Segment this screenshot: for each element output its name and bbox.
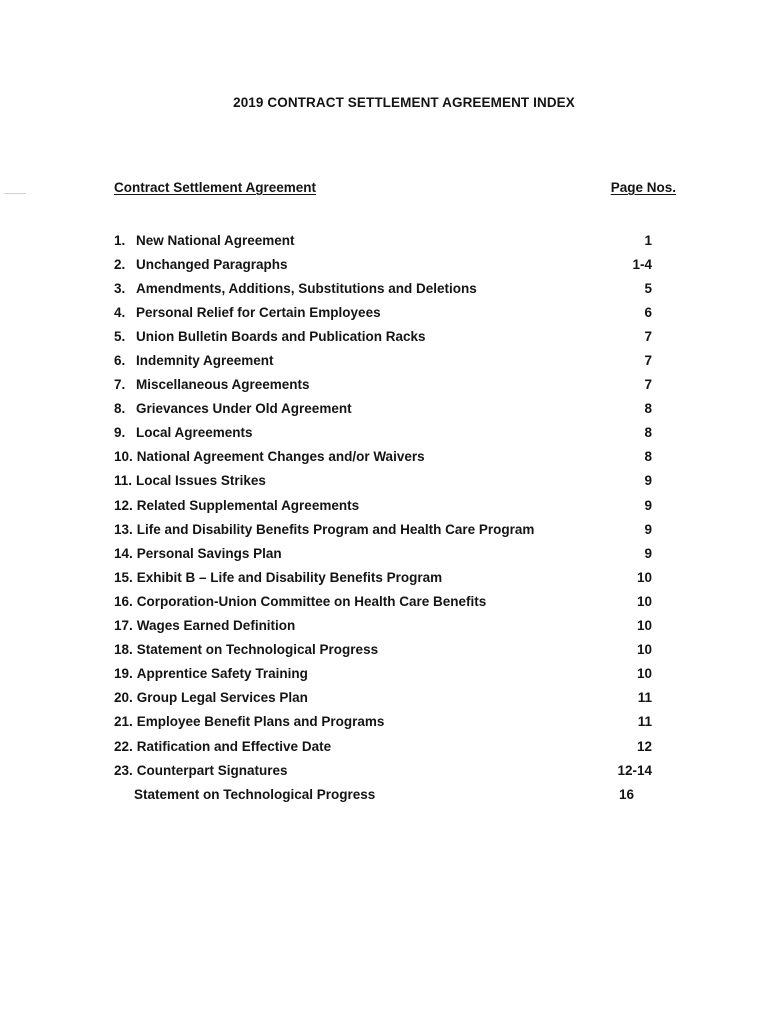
- index-entry-title: Apprentice Safety Training: [136, 666, 308, 682]
- index-entry-title: Statement on Technological Progress: [134, 786, 376, 802]
- index-entry-title: Counterpart Signatures: [136, 762, 288, 778]
- index-entry: [114, 421, 652, 445]
- index-entry-number: 7.: [114, 377, 126, 393]
- index-entry-label-group: [114, 618, 295, 633]
- index-entry-label-group: [114, 594, 486, 609]
- index-entry-number: 20.: [114, 690, 133, 706]
- index-entry-title: Miscellaneous Agreements: [136, 377, 310, 393]
- index-entry-label-group: [114, 305, 381, 320]
- index-entry-page-number: 10: [636, 569, 652, 585]
- index-entry-page-number: 9: [644, 497, 652, 513]
- index-entry-page-number: 1-4: [632, 256, 652, 272]
- index-entry-number: 14.: [114, 545, 133, 561]
- index-entry-page-number: 9: [644, 545, 652, 561]
- index-entry: [114, 493, 652, 517]
- index-entry-number: 17.: [114, 618, 133, 634]
- index-entry-page-number: 7: [644, 353, 652, 369]
- index-list: [114, 228, 652, 806]
- index-entry-number: 19.: [114, 666, 133, 682]
- index-entry-title: Unchanged Paragraphs: [136, 256, 288, 272]
- index-entry-number: 5.: [114, 328, 126, 344]
- index-entry: [114, 397, 652, 421]
- index-entry: [114, 348, 652, 372]
- index-entry-page-number: 10: [636, 642, 652, 658]
- index-entry-number: 9.: [114, 425, 126, 441]
- index-entry-number: 16.: [114, 593, 133, 609]
- index-entry: [114, 686, 652, 710]
- index-entry-title: Personal Savings Plan: [136, 545, 282, 561]
- index-entry-page-number: 16: [618, 786, 634, 802]
- index-entry: [114, 252, 652, 276]
- index-entry-title: Grievances Under Old Agreement: [136, 401, 352, 417]
- index-entry-number: 2.: [114, 256, 126, 272]
- index-entry-title: Life and Disability Benefits Program and Health Care Program: [136, 521, 535, 537]
- index-entry-title: New National Agreement: [136, 232, 295, 248]
- index-entry-label-group: [114, 714, 384, 729]
- index-entry: [114, 276, 652, 300]
- index-entry-page-number: 9: [644, 473, 652, 489]
- index-entry-title: Employee Benefit Plans and Programs: [136, 714, 385, 730]
- index-entry-number: 6.: [114, 353, 126, 369]
- index-entry-label-group: [114, 666, 308, 681]
- index-entry: [114, 541, 652, 565]
- index-entry-label-group: [114, 570, 442, 585]
- column-header-page-numbers: Page Nos.: [610, 180, 676, 195]
- index-entry-page-number: 8: [644, 401, 652, 417]
- index-entry: [114, 710, 652, 734]
- index-entry-title: Related Supplemental Agreements: [136, 497, 360, 513]
- index-entry-page-number: 5: [644, 280, 652, 296]
- index-entry-number: 18.: [114, 642, 133, 658]
- index-entry: [114, 589, 652, 613]
- index-entry-title: Group Legal Services Plan: [136, 690, 308, 706]
- index-entry-title: Exhibit B – Life and Disability Benefits Program: [136, 569, 443, 585]
- index-entry-title: Union Bulletin Boards and Publication Racks: [136, 328, 426, 344]
- index-entry-number: 13.: [114, 521, 133, 537]
- index-entry-label-group: [114, 763, 288, 778]
- index-entry-label-group: [114, 281, 477, 296]
- index-entry-page-number: 7: [644, 377, 652, 393]
- index-entry-label-group: [114, 449, 425, 464]
- index-entry: [114, 638, 652, 662]
- index-entry-title: Local Issues Strikes: [136, 473, 266, 489]
- index-entry-title: Personal Relief for Certain Employees: [136, 304, 381, 320]
- index-entry-label-group: [114, 353, 274, 368]
- index-entry-number: 3.: [114, 280, 126, 296]
- index-entry: [114, 300, 652, 324]
- index-entry-label-group: [114, 425, 253, 440]
- index-entry-title: Local Agreements: [136, 425, 253, 441]
- index-entry-number: 21.: [114, 714, 133, 730]
- index-entry-number: 4.: [114, 304, 126, 320]
- index-entry-label-group: [134, 787, 375, 802]
- index-entry-label-group: [114, 401, 352, 416]
- index-entry-label-group: [114, 257, 288, 272]
- index-entry-label-group: [114, 233, 295, 248]
- page-title: 2019 CONTRACT SETTLEMENT AGREEMENT INDEX: [233, 95, 575, 110]
- index-entry: [114, 324, 652, 348]
- index-entry-page-number: 1: [644, 232, 652, 248]
- index-entry-label-group: [114, 473, 266, 488]
- index-entry-page-number: 9: [644, 521, 652, 537]
- index-entry-label-group: [114, 546, 282, 561]
- index-entry-label-group: [114, 498, 359, 513]
- index-entry: [114, 758, 652, 782]
- index-entry-page-number: 12-14: [617, 762, 652, 778]
- index-entry-page-number: 10: [636, 618, 652, 634]
- column-header-agreement: Contract Settlement Agreement: [114, 180, 317, 195]
- index-entry-title: National Agreement Changes and/or Waivers: [136, 449, 425, 465]
- index-entry-page-number: 11: [637, 690, 652, 706]
- index-entry-title: Wages Earned Definition: [136, 618, 296, 634]
- index-entry-page-number: 12: [636, 738, 652, 754]
- index-entry: [114, 782, 652, 806]
- index-entry-title: Corporation-Union Committee on Health Care Benefits: [136, 593, 487, 609]
- index-entry-label-group: [114, 739, 331, 754]
- index-entry-number: 23.: [114, 762, 133, 778]
- index-entry: [114, 662, 652, 686]
- index-entry-number: 15.: [114, 569, 133, 585]
- index-entry-label-group: [114, 690, 308, 705]
- index-entry-number: 1.: [114, 232, 126, 248]
- index-entry: [114, 614, 652, 638]
- index-entry-title: Ratification and Effective Date: [136, 738, 332, 754]
- index-entry-number: 8.: [114, 401, 126, 417]
- index-entry-label-group: [114, 377, 310, 392]
- index-entry: [114, 445, 652, 469]
- index-entry-number: 12.: [114, 497, 133, 513]
- index-entry-page-number: 6: [644, 304, 652, 320]
- index-entry-label-group: [114, 522, 534, 537]
- index-entry-title: Amendments, Additions, Substitutions and Deletions: [136, 280, 477, 296]
- index-entry-number: 11.: [114, 473, 133, 489]
- index-entry-page-number: 8: [644, 425, 652, 441]
- index-entry: [114, 228, 652, 252]
- scan-artifact-mark: [4, 193, 26, 194]
- index-entry: [114, 734, 652, 758]
- index-entry-page-number: 10: [636, 593, 652, 609]
- index-entry-page-number: 8: [644, 449, 652, 465]
- index-entry-number: 22.: [114, 738, 133, 754]
- index-entry-page-number: 7: [644, 328, 652, 344]
- index-entry: [114, 469, 652, 493]
- index-entry: [114, 565, 652, 589]
- index-entry-number: 10.: [114, 449, 133, 465]
- index-entry-page-number: 11: [637, 714, 652, 730]
- index-entry-label-group: [114, 329, 426, 344]
- index-entry-page-number: 10: [636, 666, 652, 682]
- index-entry: [114, 373, 652, 397]
- index-entry-title: Indemnity Agreement: [136, 353, 274, 369]
- index-entry: [114, 517, 652, 541]
- index-entry-label-group: [114, 642, 378, 657]
- index-entry-title: Statement on Technological Progress: [136, 642, 379, 658]
